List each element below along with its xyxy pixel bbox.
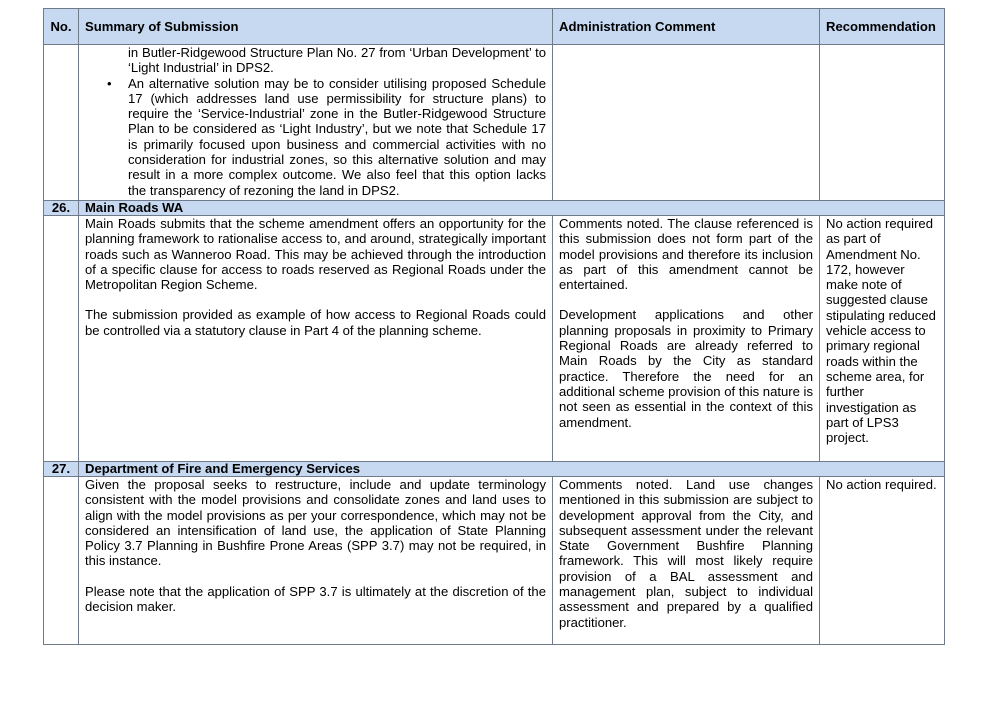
section-title: Department of Fire and Emergency Services (79, 462, 945, 477)
continued-summary-cell (79, 45, 553, 201)
continued-admin-cell (553, 45, 820, 201)
header-admin-comment: Administration Comment (553, 9, 820, 45)
summary-cell (79, 216, 553, 462)
admin-paragraph: Comments noted. Land use changes mentioned in this submission are subject to development approval from the City, and subsequent assessment under the relevant State Government Bushfire Planning framework. This will most likely require provision of a BAL assessment and management plan, subject to individual assessment and prepared by a qualified practitioner. (559, 477, 813, 630)
no-cell (44, 216, 79, 462)
section-row-27 (44, 462, 945, 477)
recommendation-cell (820, 477, 945, 645)
submission-row-27 (44, 477, 945, 645)
admin-comment-cell (553, 216, 820, 462)
recommendation-cell (820, 216, 945, 462)
summary-paragraph: Please note that the application of SPP 3.7 is ultimately at the discretion of the decision maker. (85, 583, 546, 615)
recommendation-text: No action required. (826, 477, 937, 492)
admin-paragraph: Development applications and other planning proposals in proximity to Primary Regional Roads are already referred to Main Roads by the City as standard practice. Therefore the need for an additional scheme provision of this nature is not seen as essential in the context of this amendment. (559, 307, 814, 430)
admin-comment-cell (553, 477, 820, 645)
header-summary: Summary of Submission (79, 9, 553, 45)
summary-cell (79, 477, 553, 645)
header-no: No. (44, 9, 79, 45)
summary-paragraph: Given the proposal seeks to restructure, include and update terminology consistent with the model provisions and consolidate zones and land uses to align with the model provisions as per your correspondence, which may not be considered an intensification of land use, the application of State Planning Policy 3.7 Planning in Bushfire Prone Areas (SPP 3.7) may not be required, in this instance. (85, 477, 546, 569)
bullet-icon: • (107, 75, 112, 91)
submission-row-26 (44, 216, 945, 462)
submissions-table (43, 8, 945, 645)
row-number: 26. (44, 201, 79, 216)
no-cell (44, 477, 79, 645)
continued-row (44, 45, 945, 201)
admin-paragraph: Comments noted. The clause referenced is this submission does not form part of the model provisions and therefore its inclusion as part of this amendment cannot be entertained. (559, 216, 813, 293)
continued-rec-cell (820, 45, 945, 201)
section-title: Main Roads WA (79, 201, 945, 216)
summary-paragraph: Main Roads submits that the scheme amendment offers an opportunity for the planning framework to rationalise access to, and around, strategically important roads such as Wanneroo Road. This may be achieved through the introduction of a specific clause for access to roads reserved as Regional Roads under the Metropolitan Region Scheme. (85, 216, 546, 293)
bullet-item: • An alternative solution may be to consider utilising proposed Schedule 17 (which addresses land use permissibility for structure plans) to require the ‘Service-Industrial’ zone in the Butler-Ridgewood Structure Plan to be considered as ‘Light Industry’, but we note that Schedule 17 is primarily focused upon business and commercial activities with no consideration for industrial zones, so this alternative solution and may result in a more complex outcome. We also feel that this option lacks the transparency of rezoning the land in DPS2. (107, 75, 546, 198)
section-row-26 (44, 201, 945, 216)
table-header-row (44, 9, 945, 45)
continued-no-cell (44, 45, 79, 201)
continued-text: in Butler-Ridgewood Structure Plan No. 27 from ‘Urban Development’ to ‘Light Industrial’ in DPS2. (128, 45, 546, 76)
header-recommendation: Recommendation (820, 9, 945, 45)
summary-paragraph: The submission provided as example of how access to Regional Roads could be controlled via a statutory clause in Part 4 of the planning scheme. (85, 307, 546, 338)
row-number: 27. (44, 462, 79, 477)
recommendation-text: No action required as part of Amendment No. 172, however make note of suggested clause stipulating reduced vehicle access to primary regional roads within the scheme area, for further investigation as part of LPS3 project. (826, 216, 936, 446)
continued-bullet-list (85, 45, 546, 198)
